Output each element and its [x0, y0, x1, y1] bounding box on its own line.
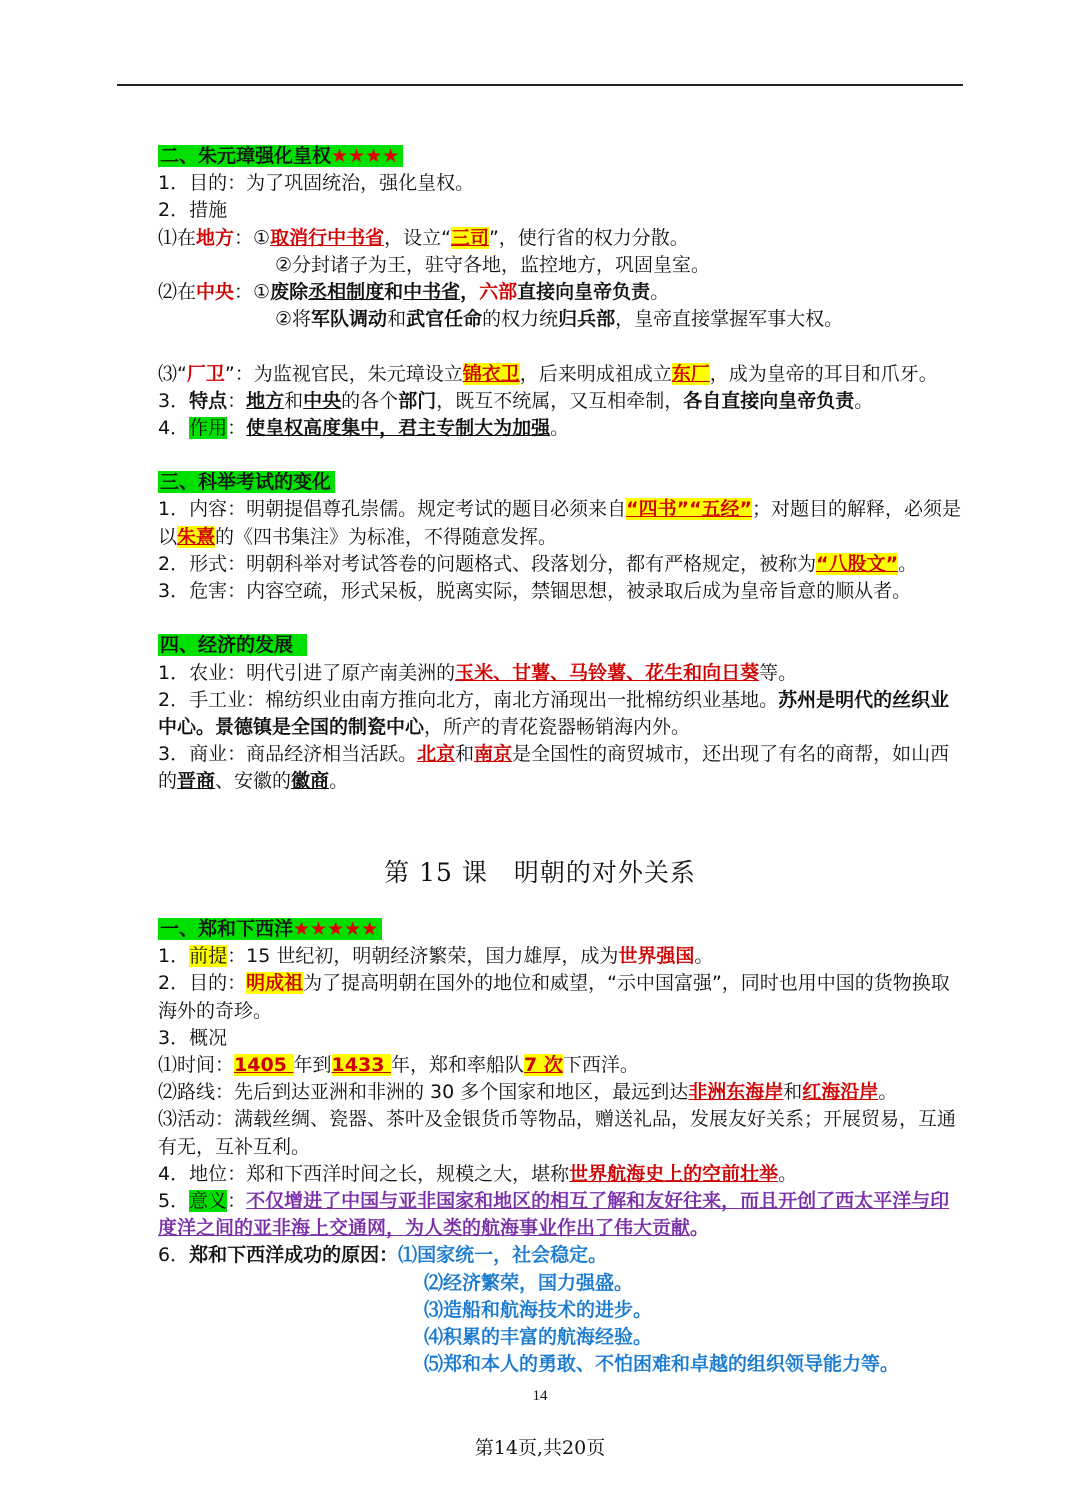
text-line: 3．危害：内容空疏，形式呆板，脱离实际，禁锢思想，被录取后成为皇帝旨意的顺从者。 — [158, 580, 912, 603]
text-span: ⑶“ — [158, 362, 187, 385]
header-rule — [117, 84, 963, 86]
text-span: 地方 — [246, 389, 285, 412]
text-span: ，设立“ — [384, 226, 451, 249]
text-span: 使皇权高度集中，君主专制大为加强 — [246, 416, 551, 439]
text-span: 世界强国 — [618, 945, 695, 968]
text-span: 六部 — [479, 280, 518, 303]
text-span: 中书省 — [403, 280, 461, 303]
text-span: ： — [227, 389, 247, 412]
text-span: 5． — [158, 1189, 190, 1212]
text-span: 地方 — [196, 226, 235, 249]
text-span: 的《四书集注》为标准，不得随意发挥。 — [215, 525, 558, 548]
text-span: ： — [227, 1189, 247, 1212]
text-span: 。 — [898, 552, 918, 575]
text-line — [158, 943, 968, 970]
text-paragraph — [158, 361, 968, 388]
text-span: ：① — [234, 226, 271, 249]
text-span: 的各个 — [341, 389, 399, 412]
text-span: 中央 — [196, 280, 235, 303]
document-body — [158, 143, 968, 796]
text-span: 4． — [158, 416, 190, 439]
text-span: ⑴国家统一，社会稳定。 — [398, 1244, 608, 1267]
text-span: 下西洋。 — [562, 1053, 639, 1076]
text-span: 3． — [158, 389, 190, 412]
text-span: ⑴在 — [158, 226, 197, 249]
text-span: 和 — [384, 280, 404, 303]
reason-item: ⑵经济繁荣，国力强盛。 — [424, 1271, 634, 1294]
text-span: ②将 — [275, 308, 312, 331]
text-span: 晋商 — [177, 770, 216, 793]
text-span: 。 — [690, 1217, 710, 1240]
text-span: 苏州是明代的丝织业中心。景德镇是全国的制瓷中心 — [158, 688, 950, 738]
text-span: 年，郑和率船队 — [391, 1053, 525, 1076]
text-line: 1．目的：为了巩固统治，强化皇权。 — [158, 172, 475, 195]
text-line — [158, 1079, 968, 1106]
reason-item: ⑶造船和航海技术的进步。 — [424, 1298, 653, 1321]
text-span: 和 — [783, 1081, 803, 1104]
text-line: 2．措施 — [158, 199, 228, 222]
reason-item: ⑸郑和本人的勇敢、不怕困难和卓越的组织领导能力等。 — [424, 1353, 900, 1376]
text-span: 三司 — [450, 226, 489, 249]
text-span: 1． — [158, 945, 190, 968]
text-span: 年到 — [293, 1053, 332, 1076]
text-span: ，所产的青花瓷器畅销海内外。 — [424, 716, 691, 738]
text-span: 7 次 — [524, 1053, 563, 1076]
text-span: 废除 — [270, 280, 309, 303]
text-span: 1．农业：明代引进了原产南美洲的 — [158, 661, 456, 684]
text-span: 作用 — [189, 416, 228, 439]
page-number: 14 — [532, 1388, 548, 1404]
text-span: 。 — [550, 416, 570, 439]
text-paragraph — [158, 1188, 968, 1242]
text-span: 4．地位：郑和下西洋时间之长，规模之大，堪称 — [158, 1162, 570, 1185]
text-span: 前提 — [189, 945, 228, 968]
text-line — [158, 279, 968, 306]
page-footer: 第14页,共20页 — [474, 1437, 606, 1459]
text-span: 和 — [387, 308, 407, 331]
text-line — [158, 1242, 968, 1269]
text-span: “八股文” — [816, 552, 899, 575]
text-span: 徽商 — [291, 770, 330, 793]
text-span: 。 — [878, 1081, 898, 1104]
text-span: 2．手工业：棉纺织业由南方推向北方，南北方涌现出一批棉纺织业基地。 — [158, 688, 779, 711]
text-line: 3．概况 — [158, 1026, 228, 1049]
text-span: 归兵部 — [558, 308, 616, 331]
text-span: ，后来明成祖成立 — [519, 362, 672, 385]
text-line: ②分封诸子为王，驻守各地，监控地方，巩固皇室。 — [275, 253, 711, 276]
text-span: 北京 — [417, 743, 456, 766]
text-span: 是全国性的商贸城市，还出现了有名的商帮，如山西的 — [158, 743, 950, 793]
section-heading-zhu-yuanzhang: 二、朱元璋强化皇权★★★★ — [158, 143, 968, 170]
text-span: 锦衣卫 — [462, 362, 520, 385]
text-span: 、安徽的 — [215, 770, 292, 793]
rating-stars: ★★★★ — [331, 145, 400, 167]
text-span: 6． — [158, 1244, 190, 1267]
text-line — [158, 225, 968, 252]
lesson-title: 第 15 课 明朝的对外关系 — [384, 858, 696, 887]
text-paragraph — [158, 741, 968, 795]
text-paragraph — [158, 687, 968, 741]
text-span: 部门 — [398, 389, 437, 412]
text-span: 1405 — [234, 1053, 294, 1076]
text-span: ”，使行省的权力分散。 — [488, 226, 689, 249]
text-span: 武官任命 — [406, 308, 483, 331]
section-heading-keju: 三、科举考试的变化 — [158, 469, 968, 496]
text-span: ；对题目的解释，必须是以 — [158, 498, 962, 548]
text-span: 红海沿岸 — [802, 1081, 879, 1104]
text-span: 非洲东海岸 — [688, 1081, 784, 1104]
text-line — [158, 1161, 968, 1188]
text-span: ”：为监视官民，朱元璋设立 — [224, 362, 463, 385]
text-span: 2．形式：明朝科举对考试答卷的问题格式、段落划分，都有严格规定，被称为 — [158, 552, 817, 575]
text-span: ⑵路线：先后到达亚洲和非洲的 30 多个国家和地区，最远到达 — [158, 1081, 689, 1104]
text-span: 直接向皇帝负责 — [517, 280, 651, 303]
text-span: 朱熹 — [177, 525, 216, 548]
rating-stars: ★★★★★ — [293, 918, 379, 940]
text-span: ，皇帝直接掌握军事大权。 — [615, 308, 844, 331]
text-span: 军队调动 — [311, 308, 388, 331]
text-span: 世界航海史上的空前壮举 — [569, 1162, 779, 1185]
text-paragraph — [158, 970, 968, 1024]
text-line — [158, 306, 968, 333]
text-span: 各自直接向皇帝负责 — [683, 389, 855, 412]
text-span: 意义 — [189, 1189, 228, 1212]
text-line — [158, 551, 968, 578]
text-span: 玉米、甘薯、马铃薯、花生和向日葵 — [455, 661, 760, 684]
section-heading-economy: 四、经济的发展 — [158, 632, 968, 659]
text-line — [158, 388, 968, 415]
text-span: 丞相制度 — [308, 280, 385, 303]
text-line — [158, 1052, 968, 1079]
text-line — [158, 660, 968, 687]
text-span: 明成祖 — [246, 972, 304, 995]
text-span: 中央 — [303, 389, 342, 412]
text-span: 的权力统 — [482, 308, 559, 331]
text-span: 特点 — [189, 389, 228, 412]
text-span: 。 — [329, 770, 349, 793]
text-span: ，既互不统属，又互相牵制， — [436, 389, 684, 412]
text-span: ，成为皇帝的耳目和爪牙。 — [709, 362, 938, 385]
text-span: ：15 世纪初，明朝经济繁荣，国力雄厚，成为 — [227, 945, 619, 968]
text-span: 。 — [694, 945, 714, 968]
section-heading-zheng-he — [158, 916, 968, 943]
text-span: 。 — [650, 280, 670, 303]
text-span: 3．商业：商品经济相当活跃。 — [158, 743, 418, 766]
document-body-lesson15 — [158, 916, 968, 1378]
text-paragraph — [158, 496, 968, 550]
text-span: 厂卫 — [186, 362, 225, 385]
text-span: 为了提高明朝在国外的地位和威望，“示中国富强”，同时也用中国的货物换取海外的奇珍。 — [158, 972, 950, 1022]
text-span: 东厂 — [671, 362, 710, 385]
reason-item: ⑷积累的丰富的航海经验。 — [424, 1325, 653, 1348]
text-paragraph: ⑶活动：满载丝绸、瓷器、茶叶及金银货币等物品，赠送礼品，发展友好关系；开展贸易，互通有无，互补互利。 — [158, 1108, 957, 1158]
text-span: 南京 — [474, 743, 513, 766]
text-span: 1．内容：明朝提倡尊孔崇儒。规定考试的题目必须来自 — [158, 498, 627, 521]
text-span: “四书”“五经” — [626, 498, 753, 521]
text-span: 郑和下西洋成功的原因： — [189, 1244, 399, 1267]
text-span: 和 — [284, 389, 304, 412]
text-line — [158, 415, 968, 442]
text-span: 。 — [778, 1162, 798, 1185]
text-span: 等。 — [759, 661, 798, 684]
text-span: 和 — [455, 743, 475, 766]
text-span: 取消行中书省 — [270, 226, 385, 249]
text-span: ⑵在 — [158, 280, 197, 303]
text-span: ： — [227, 416, 247, 439]
text-span: 2．目的： — [158, 972, 247, 995]
text-span: ， — [460, 280, 480, 303]
text-span: 。 — [854, 389, 874, 412]
text-span: ：① — [234, 280, 271, 303]
text-span: 1433 — [331, 1053, 392, 1076]
text-span: 一、郑和下西洋 — [160, 918, 294, 940]
text-span: 不仅增进了中国与亚非国家和地区的相互了解和友好往来，而且开创了西太平洋与印度洋之间的亚非海上交通网，为人类的航海事业作出了伟大贡献 — [158, 1189, 950, 1240]
text-span: ⑴时间： — [158, 1053, 235, 1076]
